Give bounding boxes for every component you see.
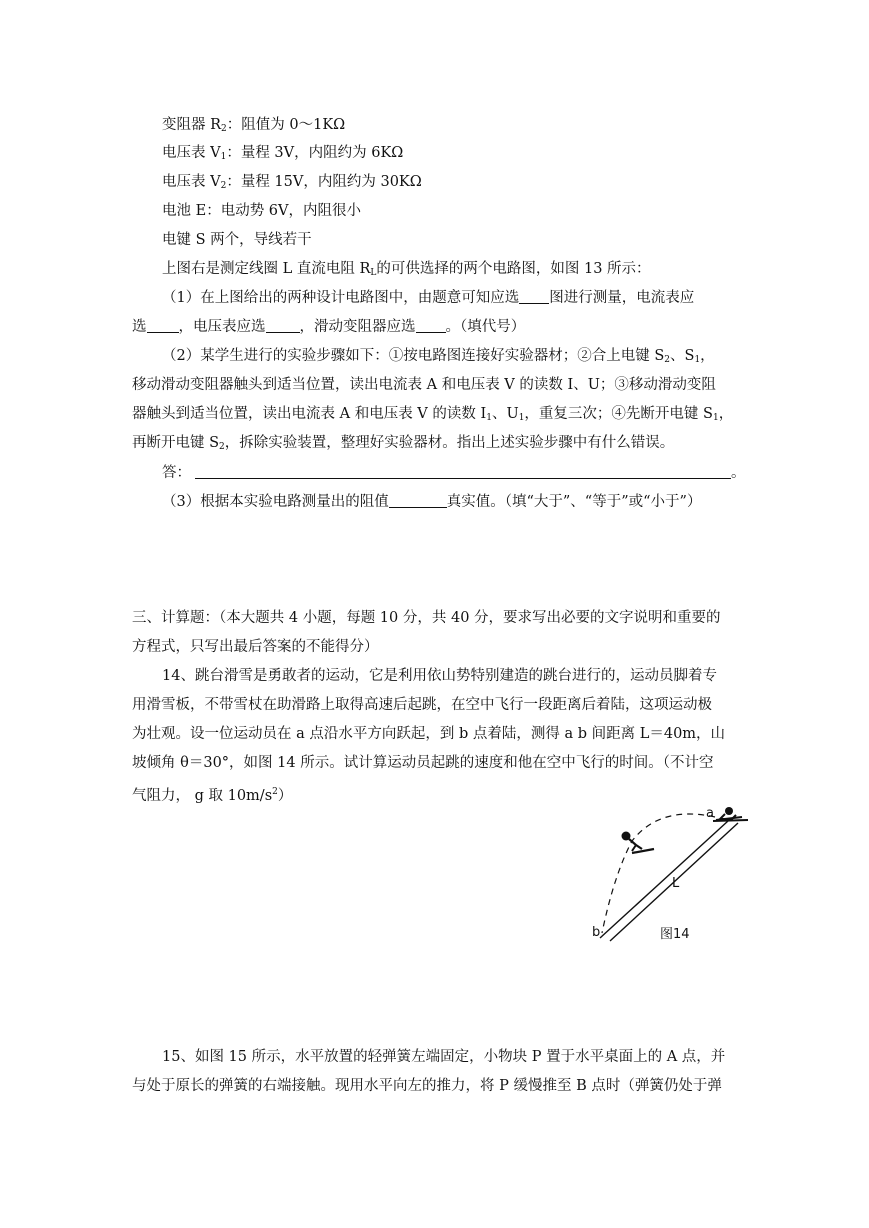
intro-text: 上图右是测定线圈 L 直流电阻 $R_L$的可供选择的两个电路图，如图 13 所示：: [162, 261, 651, 278]
equipment-battery: 电池 E：电动势 6V，内阻很小: [162, 203, 361, 219]
section3-line2: 方程式，只写出最后答案的不能得分）: [132, 639, 379, 655]
q1-blank-voltmeter[interactable]: [266, 318, 300, 333]
label-b: b: [592, 925, 601, 940]
p14-line2: 用滑雪板，不带雪杖在助滑路上取得高速后起跳，在空中飞行一段距离后着陆，这项运动极: [132, 697, 712, 713]
figure-14-caption: 图14: [660, 927, 690, 942]
q2-answer: 答： 。: [162, 465, 746, 481]
skier-at-a-icon: [716, 807, 742, 820]
q2-line2: 移动滑动变阻器触头到适当位置，读出电流表 A 和电压表 V 的读数 I、U；③移动滑动变阻: [132, 377, 716, 393]
q1-blank-ammeter[interactable]: [147, 318, 179, 333]
q1-line2: 选 ，电压表应选 ，滑动变阻器应选 。（填代号）: [132, 319, 526, 335]
q3-blank[interactable]: [389, 493, 447, 508]
equipment-v2: 电压表 $V_2$：量程 15V，内阻约为 30KΩ: [162, 174, 422, 191]
p14-line5: 气阻力， g 取 $10m/s^2$）: [132, 787, 293, 804]
label-a: a: [706, 806, 714, 821]
section3-line1: 三、计算题：（本大题共 4 小题，每题 10 分，共 40 分，要求写出必要的文字说明和重要的: [132, 610, 721, 626]
q2-answer-field[interactable]: [195, 464, 731, 479]
p14-line1: 14、跳台滑雪是勇敢者的运动，它是利用依山势特别建造的跳台进行的，运动员脚着专: [162, 668, 717, 684]
figure-14: [580, 795, 760, 955]
q3-line: （3）根据本实验电路测量出的阻值 真实值。（填“大于”、“等于”或“小于”）: [162, 494, 702, 510]
skier-in-flight-icon: [622, 832, 655, 854]
trajectory-path: [602, 814, 715, 933]
q1-line1: （1）在上图给出的两种设计电路图中，由题意可知应选 图进行测量，电流表应: [162, 290, 695, 306]
equipment-switch: 电键 S 两个，导线若干: [162, 232, 312, 248]
q2-line3: 器触头到适当位置，读出电流表 A 和电压表 V 的读数 $I_1$、$U_1$，重复三次；④先断开电键 $S_1$，: [132, 406, 734, 423]
q1-blank-circuit[interactable]: [519, 289, 549, 304]
q1-blank-rheostat[interactable]: [416, 318, 446, 333]
p14-line3: 为壮观。设一位运动员在 a 点沿水平方向跃起，到 b 点着陆，测得 a b 间距离 L＝40m，山: [132, 726, 726, 742]
p15-line2: 与处于原长的弹簧的右端接触。现用水平向左的推力，将 P 缓慢推至 B 点时（弹簧仍处于弹: [132, 1078, 722, 1094]
equipment-r2: 变阻器 $R_2$：阻值为 0～1KΩ: [162, 117, 346, 134]
slope-line-upper: [600, 821, 728, 938]
p14-line4: 坡倾角 θ＝30°，如图 14 所示。试计算运动员起跳的速度和他在空中飞行的时间。（不计空: [132, 755, 714, 771]
q2-line1: （2）某学生进行的实验步骤如下：①按电路图连接好实验器材；②合上电键 $S_2$、$S_1$，: [162, 348, 715, 365]
p15-line1: 15、如图 15 所示，水平放置的轻弹簧左端固定，小物块 P 置于水平桌面上的 A 点，并: [162, 1049, 726, 1065]
equipment-v1: 电压表 $V_1$：量程 3V，内阻约为 6KΩ: [162, 145, 404, 162]
label-L: L: [672, 876, 680, 891]
q2-line4: 再断开电键 $S_2$，拆除实验装置，整理好实验器材。指出上述实验步骤中有什么错误。: [132, 435, 675, 452]
